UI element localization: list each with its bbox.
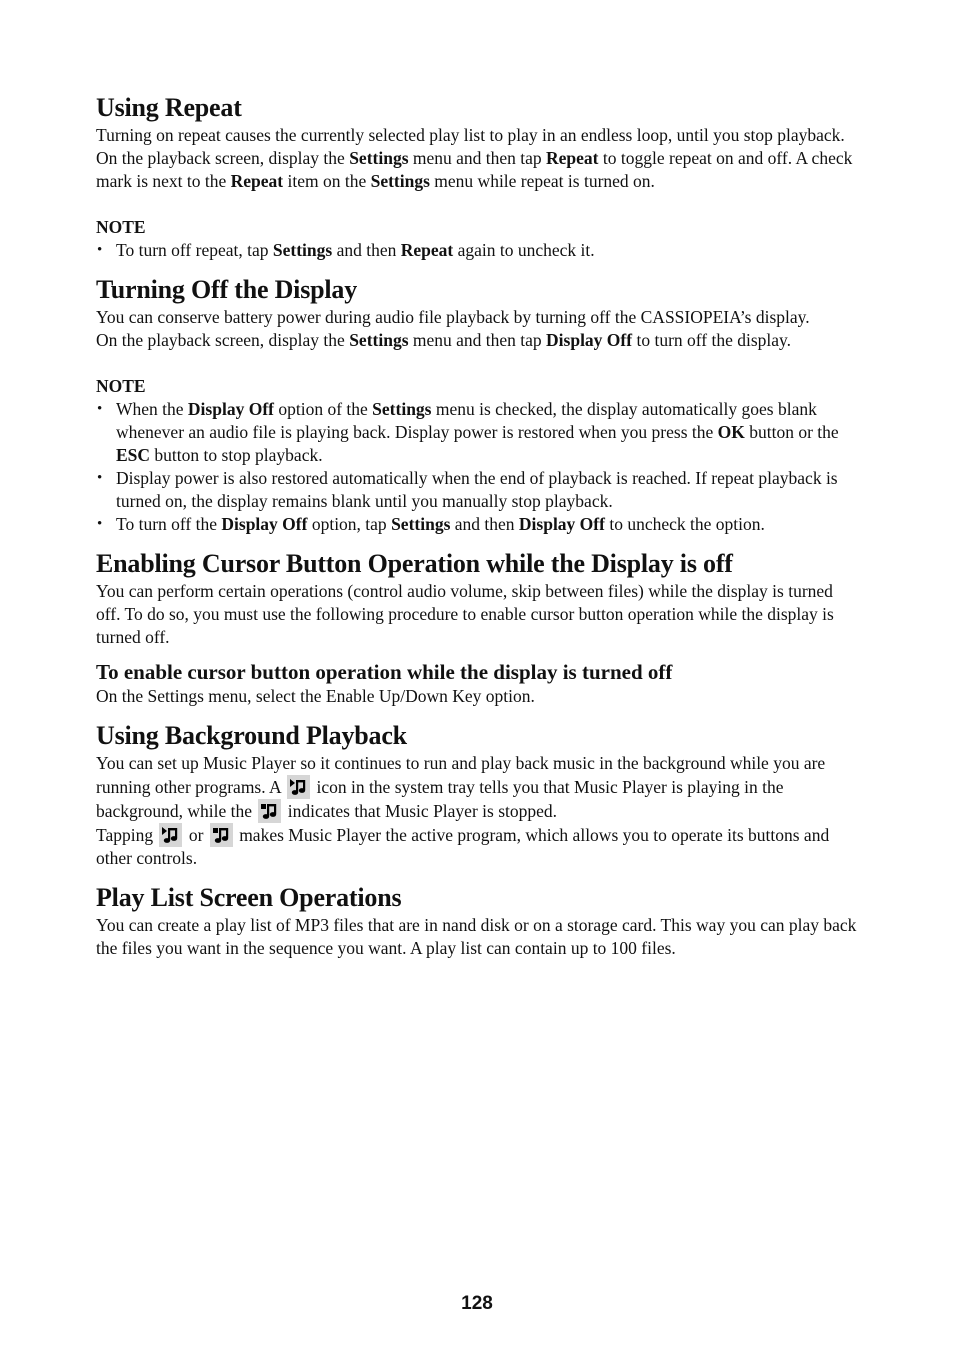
- music-player-stopped-icon: [258, 799, 281, 823]
- display-off-intro: You can conserve battery power during audio file playback by turning off the CASSIOPEIA’s display.: [96, 307, 810, 327]
- heading-background-playback: Using Background Playback: [96, 721, 407, 750]
- repeat-intro: Turning on repeat causes the currently selected play list to play in an endless loop, until you stop playback.: [96, 125, 845, 145]
- repeat-note-list: [96, 239, 858, 262]
- repeat-note-item: • To turn off repeat, tap Settings and then Repeat again to uncheck it.: [96, 239, 858, 262]
- display-off-instructions: On the playback screen, display the Settings menu and then tap Display Off to turn off the display.: [96, 330, 792, 350]
- music-player-playing-icon: [287, 775, 310, 799]
- cursor-intro: You can perform certain operations (control audio volume, skip between files) while the display is turned off. To do so, you must use the following procedure to enable cursor button operation while the display is turned off.: [96, 581, 834, 647]
- background-intro: You can set up Music Player so it continues to run and play back music in the background while you are running other programs. A icon in the system tray tells you that Music Player is playing in the background, while the indicates that Music Player is stopped.: [96, 753, 826, 821]
- repeat-note-label: NOTE: [96, 217, 146, 237]
- heading-enabling-cursor-operation: Enabling Cursor Button Operation while the Display is off: [96, 549, 733, 578]
- display-off-note-item: • When the Display Off option of the Settings menu is checked, the display automatically goes blank whenever an audio file is playing back. Display power is restored when you press the OK button or the ESC button to stop playback.: [96, 398, 858, 467]
- display-off-note-list: [96, 398, 858, 536]
- heading-turning-off-display: Turning Off the Display: [96, 275, 357, 304]
- repeat-instructions: On the playback screen, display the Settings menu and then tap Repeat to toggle repeat on and off. A check mark is next to the Repeat item on the Settings menu while repeat is turned on.: [96, 148, 853, 191]
- page-number: 128: [461, 1293, 493, 1314]
- heading-play-list-operations: Play List Screen Operations: [96, 883, 402, 912]
- background-activation: Tapping or makes Music Player the active program, which allows you to operate its buttons and other controls.: [96, 825, 830, 868]
- manual-page: [96, 92, 858, 960]
- music-player-stopped-icon: [210, 823, 233, 847]
- music-player-playing-icon: [159, 823, 182, 847]
- display-off-note-label: NOTE: [96, 376, 146, 396]
- display-off-note-item: • Display power is also restored automatically when the end of playback is reached. If repeat playback is turned on, the display remains blank until you manually stop playback.: [96, 467, 858, 513]
- display-off-note-item: • To turn off the Display Off option, tap Settings and then Display Off to uncheck the option.: [96, 513, 858, 536]
- playlist-intro: You can create a play list of MP3 files that are in nand disk or on a storage card. This way you can play back the files you want in the sequence you want. A play list can contain up to 100 files.: [96, 915, 857, 958]
- subheading-enable-cursor-procedure: To enable cursor button operation while the display is turned off: [96, 660, 673, 684]
- heading-using-repeat: Using Repeat: [96, 93, 242, 122]
- cursor-procedure-step: On the Settings menu, select the Enable Up/Down Key option.: [96, 686, 535, 706]
